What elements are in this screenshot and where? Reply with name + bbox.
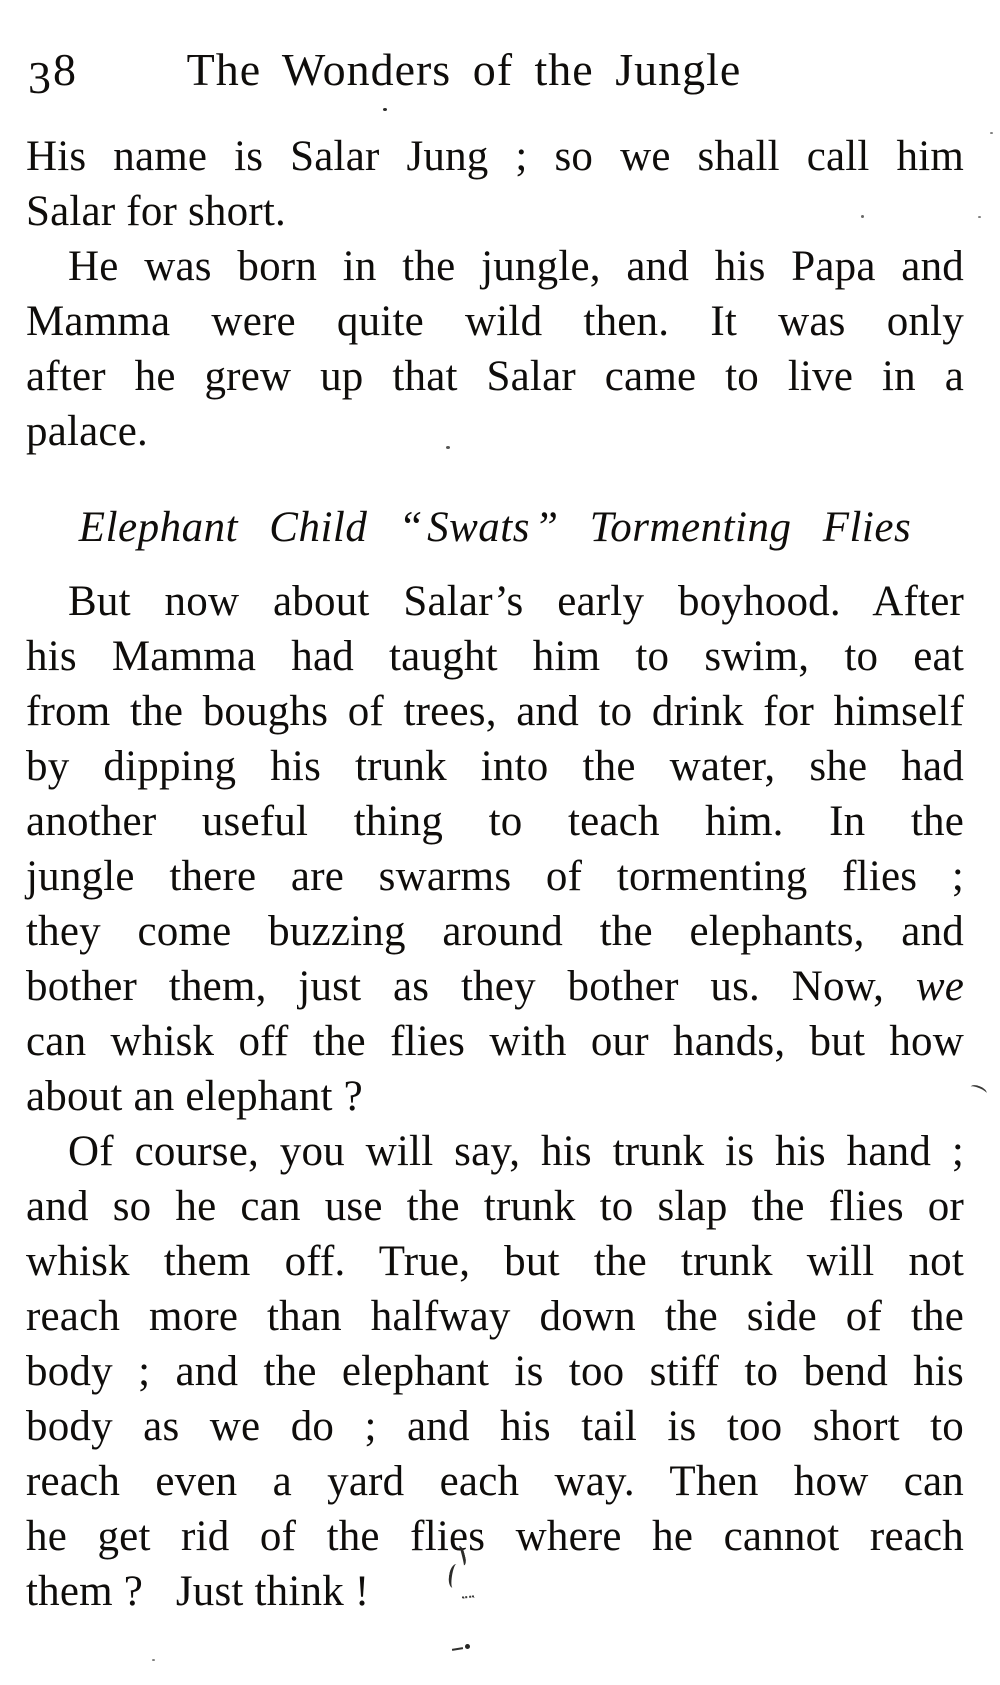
text-line: he get rid of the flies where he cannot reach: [26, 1513, 964, 1560]
section-heading: Elephant Child “ Swats ” Tormenting Flies: [78, 504, 912, 551]
text-line: and so he can use the trunk to slap the flies or: [26, 1183, 964, 1230]
text-line: reach even a yard each way. Then how can: [26, 1458, 964, 1505]
text-line: reach more than halfway down the side of the: [26, 1293, 964, 1340]
ink-smudge: [452, 1647, 463, 1651]
text-line: by dipping his trunk into the water, she had: [26, 743, 964, 790]
text-line: another useful thing to teach him. In the: [26, 798, 964, 845]
text-line: Mamma were quite wild then. It was only: [26, 298, 964, 345]
text-line: He was born in the jungle, and his Papa and: [68, 243, 964, 290]
ink-smudge: [465, 1644, 470, 1649]
ink-speck: [978, 216, 981, 218]
text-block: [26, 129, 964, 1619]
text-line: But now about Salar’s early boyhood. After: [68, 578, 964, 625]
running-head: [26, 38, 964, 102]
ink-speck: [990, 132, 993, 134]
page-number: 38: [28, 44, 78, 103]
text-line: bother them, just as they bother us. Now, we: [26, 963, 964, 1010]
text-line: jungle there are swarms of tormenting flies ;: [26, 853, 964, 900]
ink-speck: [383, 108, 387, 111]
paragraph: [26, 239, 964, 459]
text-line: from the boughs of trees, and to drink for himself: [26, 688, 964, 735]
text-line: body ; and the elephant is too stiff to bend his: [26, 1348, 964, 1395]
text-line: His name is Salar Jung ; so we shall call him: [26, 133, 964, 180]
paragraph: [26, 574, 964, 1124]
text-line: whisk them off. True, but the trunk will not: [26, 1238, 964, 1285]
ink-smudge: [969, 1083, 988, 1097]
text-line: they come buzzing around the elephants, and: [26, 908, 964, 955]
ink-speck: [152, 1659, 155, 1661]
text-line: body as we do ; and his tail is too short to: [26, 1403, 964, 1450]
paragraph: [26, 129, 964, 239]
text-line: after he grew up that Salar came to live in a: [26, 353, 964, 400]
paragraph: [26, 1124, 964, 1619]
text-line: his Mamma had taught him to swim, to eat: [26, 633, 964, 680]
text-line: Salar for short.: [26, 188, 286, 235]
page-title: The Wonders of the Jungle: [186, 44, 742, 95]
text-line: palace.: [26, 408, 148, 455]
text-line: them ? Just think !: [26, 1568, 370, 1615]
text-line: can whisk off the flies with our hands, but how: [26, 1018, 964, 1065]
text-line: Of course, you will say, his trunk is his hand ;: [68, 1128, 964, 1175]
text-line: about an elephant ?: [26, 1073, 363, 1120]
